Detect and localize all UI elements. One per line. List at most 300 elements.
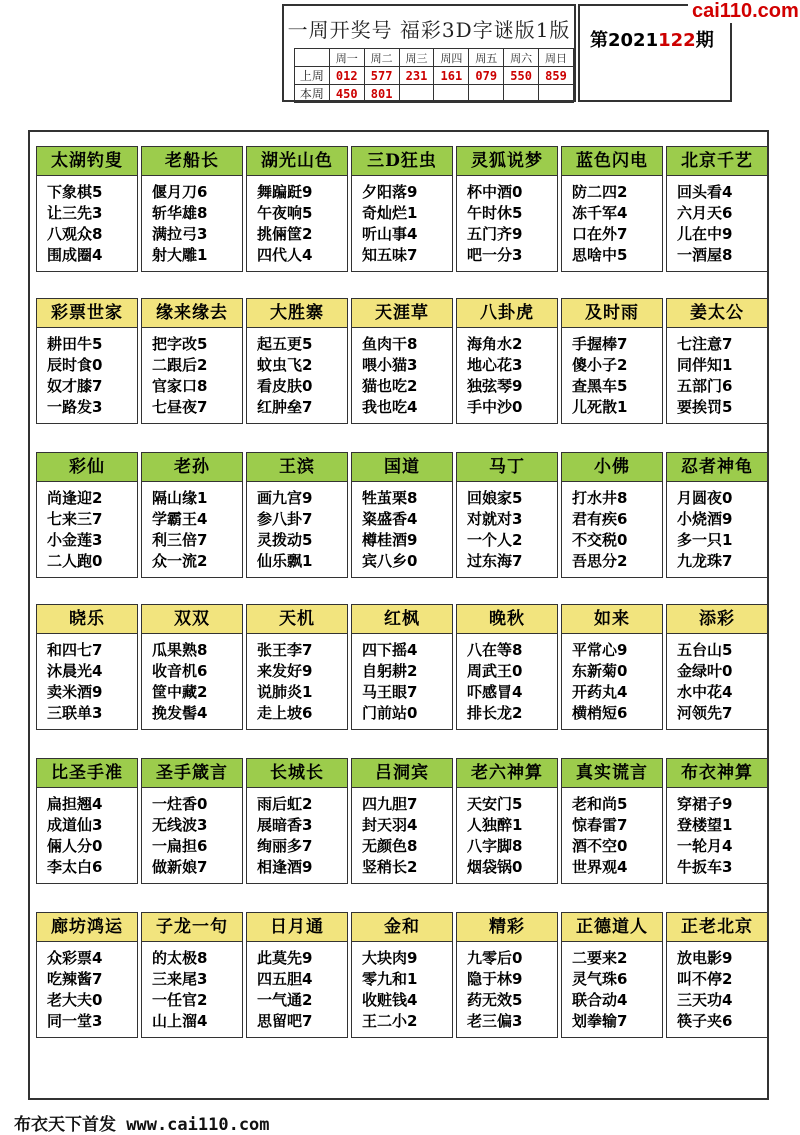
card-lines <box>667 634 767 724</box>
day-header: 周四 <box>434 49 469 67</box>
card-title: 晓乐 <box>37 605 137 634</box>
riddle-line: 吃辣酱7 <box>47 970 103 988</box>
riddle-line: 手握棒7 <box>572 335 628 353</box>
card-lines <box>142 788 242 878</box>
draw-number: 859 <box>539 67 574 85</box>
card-title: 忍者神龟 <box>667 453 767 482</box>
riddle-line: 河领先7 <box>677 704 733 722</box>
this-week-row <box>295 85 574 103</box>
riddle-line: 绚丽多7 <box>257 837 313 855</box>
row-label: 上周 <box>295 67 330 85</box>
riddle-line: 横梢短6 <box>572 704 628 722</box>
riddle-line: 七昼夜7 <box>152 398 208 416</box>
puzzle-card <box>36 298 138 424</box>
puzzle-card <box>456 146 558 272</box>
riddle-line: 四代人4 <box>257 246 313 264</box>
card-title: 子龙一句 <box>142 913 242 942</box>
riddle-line: 君有疾6 <box>572 510 628 528</box>
riddle-line: 的太极8 <box>152 949 208 967</box>
card-lines <box>142 176 242 266</box>
riddle-line: 三联单3 <box>47 704 103 722</box>
riddle-line: 挑倆筐2 <box>257 225 313 243</box>
puzzle-card <box>36 912 138 1038</box>
puzzle-card <box>246 452 348 578</box>
card-lines <box>247 176 347 266</box>
card-lines <box>352 634 452 724</box>
riddle-line: 画九宫9 <box>257 489 313 507</box>
card-lines <box>352 942 452 1032</box>
card-title: 八卦虎 <box>457 299 557 328</box>
puzzle-card <box>666 604 768 730</box>
day-header: 周三 <box>399 49 434 67</box>
puzzle-card <box>246 912 348 1038</box>
card-lines <box>37 634 137 724</box>
riddle-line: 四下摇4 <box>362 641 418 659</box>
riddle-line: 九零后0 <box>467 949 523 967</box>
puzzle-card <box>666 452 768 578</box>
card-lines <box>667 176 767 266</box>
riddle-line: 收音机6 <box>152 662 208 680</box>
card-title: 添彩 <box>667 605 767 634</box>
card-title: 湖光山色 <box>247 147 347 176</box>
riddle-line: 四九胆7 <box>362 795 418 813</box>
riddle-line: 老大夫0 <box>47 991 103 1009</box>
puzzle-card <box>351 912 453 1038</box>
puzzle-card <box>456 912 558 1038</box>
draw-number <box>469 85 504 103</box>
card-lines <box>667 788 767 878</box>
riddle-line: 猫也吃2 <box>362 377 418 395</box>
draw-number <box>399 85 434 103</box>
riddle-line: 参八卦7 <box>257 510 313 528</box>
riddle-line: 世界观4 <box>572 858 628 876</box>
riddle-line: 一气通2 <box>257 991 313 1009</box>
riddle-line: 耕田牛5 <box>47 335 103 353</box>
card-lines <box>562 482 662 572</box>
riddle-line: 二要来2 <box>572 949 628 967</box>
riddle-line: 仙乐飘1 <box>257 552 313 570</box>
puzzle-card <box>456 298 558 424</box>
riddle-line: 吧一分3 <box>467 246 523 264</box>
riddle-line: 月圆夜0 <box>677 489 733 507</box>
riddle-line: 粢盛香4 <box>362 510 418 528</box>
riddle-line: 八观众8 <box>47 225 103 243</box>
puzzle-card <box>36 452 138 578</box>
puzzle-card <box>246 146 348 272</box>
puzzle-card <box>246 758 348 884</box>
riddle-line: 一酒屋8 <box>677 246 733 264</box>
riddle-line: 辰时食0 <box>47 356 103 374</box>
riddle-line: 独弦琴9 <box>467 377 523 395</box>
puzzle-card <box>561 452 663 578</box>
card-title: 金和 <box>352 913 452 942</box>
card-title: 彩仙 <box>37 453 137 482</box>
card-lines <box>667 942 767 1032</box>
riddle-line: 牲茧栗8 <box>362 489 418 507</box>
card-lines <box>142 634 242 724</box>
riddle-line: 要挨罚5 <box>677 398 733 416</box>
riddle-line: 竖稍长2 <box>362 858 418 876</box>
riddle-line: 放电影9 <box>677 949 733 967</box>
card-lines <box>247 788 347 878</box>
riddle-line: 穿裙子9 <box>677 795 733 813</box>
riddle-line: 同一堂3 <box>47 1012 103 1030</box>
riddle-line: 射大雕1 <box>152 246 208 264</box>
riddle-line: 隔山缘1 <box>152 489 208 507</box>
riddle-line: 海角水2 <box>467 335 523 353</box>
riddle-line: 学霸王4 <box>152 510 208 528</box>
card-lines <box>457 176 557 266</box>
puzzle-card <box>351 452 453 578</box>
puzzle-card <box>351 604 453 730</box>
riddle-line: 地心花3 <box>467 356 523 374</box>
card-title: 如来 <box>562 605 662 634</box>
card-title: 王滨 <box>247 453 347 482</box>
draw-number: 550 <box>504 67 539 85</box>
card-lines <box>562 634 662 724</box>
riddle-line: 把字改5 <box>152 335 208 353</box>
riddle-line: 大块肉9 <box>362 949 418 967</box>
riddle-line: 老和尚5 <box>572 795 628 813</box>
riddle-line: 一个人2 <box>467 531 523 549</box>
draw-number: 450 <box>329 85 364 103</box>
draw-number <box>539 85 574 103</box>
riddle-line: 思留吧7 <box>257 1012 313 1030</box>
puzzle-card <box>141 146 243 272</box>
riddle-line: 天安门5 <box>467 795 523 813</box>
card-lines <box>37 788 137 878</box>
riddle-line: 筷子夹6 <box>677 1012 733 1030</box>
riddle-line: 成道仙3 <box>47 816 103 834</box>
riddle-line: 和四七7 <box>47 641 103 659</box>
riddle-line: 酒不空0 <box>572 837 628 855</box>
card-lines <box>457 482 557 572</box>
riddle-line: 零九和1 <box>362 970 418 988</box>
riddle-line: 七注意7 <box>677 335 733 353</box>
riddle-line: 倆人分0 <box>47 837 103 855</box>
riddle-line: 登楼望1 <box>677 816 733 834</box>
card-title: 老六神算 <box>457 759 557 788</box>
riddle-line: 舞蹁跹9 <box>257 183 313 201</box>
puzzle-card <box>666 758 768 884</box>
riddle-line: 午时休5 <box>467 204 523 222</box>
riddle-line: 人独醉1 <box>467 816 523 834</box>
riddle-line: 马王眼7 <box>362 683 418 701</box>
puzzle-card <box>666 298 768 424</box>
card-lines <box>37 482 137 572</box>
riddle-line: 三天功4 <box>677 991 733 1009</box>
card-lines <box>247 634 347 724</box>
riddle-line: 看皮肤0 <box>257 377 313 395</box>
riddle-line: 五部门6 <box>677 377 733 395</box>
riddle-line: 众一流2 <box>152 552 208 570</box>
draw-number <box>434 85 469 103</box>
riddle-line: 三来尾3 <box>152 970 208 988</box>
riddle-line: 吓感冒4 <box>467 683 523 701</box>
issue-number: 第2021122期 <box>590 30 714 51</box>
puzzle-card <box>141 452 243 578</box>
card-lines <box>352 482 452 572</box>
card-title: 大胜寨 <box>247 299 347 328</box>
riddle-line: 奴才膝7 <box>47 377 103 395</box>
riddle-line: 夕阳落9 <box>362 183 418 201</box>
riddle-line: 防二四2 <box>572 183 628 201</box>
riddle-line: 排长龙2 <box>467 704 523 722</box>
riddle-line: 说肺炎1 <box>257 683 313 701</box>
card-lines <box>37 942 137 1032</box>
card-title: 长城长 <box>247 759 347 788</box>
riddle-line: 老三偏3 <box>467 1012 523 1030</box>
card-title: 天涯草 <box>352 299 452 328</box>
riddle-line: 口在外7 <box>572 225 628 243</box>
card-title: 布衣神算 <box>667 759 767 788</box>
riddle-line: 五台山5 <box>677 641 733 659</box>
draw-number: 012 <box>329 67 364 85</box>
card-lines <box>352 328 452 418</box>
riddle-line: 喂小猫3 <box>362 356 418 374</box>
riddle-line: 官家口8 <box>152 377 208 395</box>
card-title: 小佛 <box>562 453 662 482</box>
card-lines <box>667 482 767 572</box>
day-header: 周五 <box>469 49 504 67</box>
day-header: 周六 <box>504 49 539 67</box>
card-title: 缘来缘去 <box>142 299 242 328</box>
riddle-line: 灵拨动5 <box>257 531 313 549</box>
riddle-line: 水中花4 <box>677 683 733 701</box>
riddle-line: 七来三7 <box>47 510 103 528</box>
riddle-line: 联合动4 <box>572 991 628 1009</box>
card-lines <box>352 176 452 266</box>
card-title: 北京千艺 <box>667 147 767 176</box>
puzzle-card <box>666 146 768 272</box>
riddle-line: 利三倍7 <box>152 531 208 549</box>
card-lines <box>247 482 347 572</box>
riddle-line: 做新娘7 <box>152 858 208 876</box>
last-week-row <box>295 67 574 85</box>
riddle-line: 金绿叶0 <box>677 662 733 680</box>
puzzle-card <box>561 604 663 730</box>
riddle-line: 雨后虹2 <box>257 795 313 813</box>
riddle-line: 红肿垒7 <box>257 398 313 416</box>
puzzle-card <box>141 604 243 730</box>
riddle-line: 灵气珠6 <box>572 970 628 988</box>
riddle-line: 东新菊0 <box>572 662 628 680</box>
riddle-line: 傻小子2 <box>572 356 628 374</box>
riddle-line: 斩华雄8 <box>152 204 208 222</box>
card-lines <box>142 328 242 418</box>
riddle-line: 知五味7 <box>362 246 418 264</box>
row-label: 本周 <box>295 85 330 103</box>
puzzle-card <box>561 758 663 884</box>
riddle-line: 满拉弓3 <box>152 225 208 243</box>
riddle-line: 相逢酒9 <box>257 858 313 876</box>
riddle-line: 多一只1 <box>677 531 733 549</box>
card-lines <box>457 788 557 878</box>
riddle-line: 蚊虫飞2 <box>257 356 313 374</box>
riddle-line: 挽发髻4 <box>152 704 208 722</box>
card-lines <box>562 942 662 1032</box>
footer-credit: 布衣天下首发 www.cai110.com <box>14 1115 270 1135</box>
card-title: 红枫 <box>352 605 452 634</box>
riddle-line: 午夜响5 <box>257 204 313 222</box>
card-title: 彩票世家 <box>37 299 137 328</box>
riddle-line: 二人跑0 <box>47 552 103 570</box>
card-title: 日月通 <box>247 913 347 942</box>
riddle-line: 宾八乡0 <box>362 552 418 570</box>
riddle-line: 过东海7 <box>467 552 523 570</box>
riddle-line: 围成圈4 <box>47 246 103 264</box>
card-lines <box>247 942 347 1032</box>
puzzle-card <box>456 758 558 884</box>
riddle-line: 惊春雷7 <box>572 816 628 834</box>
puzzle-card <box>351 146 453 272</box>
riddle-line: 自躬耕2 <box>362 662 418 680</box>
card-title: 老船长 <box>142 147 242 176</box>
riddle-line: 九龙珠7 <box>677 552 733 570</box>
riddle-line: 周武王0 <box>467 662 523 680</box>
draw-number: 079 <box>469 67 504 85</box>
riddle-line: 走上坡6 <box>257 704 313 722</box>
card-title: 三D狂虫 <box>352 147 452 176</box>
card-title: 正德道人 <box>562 913 662 942</box>
riddle-line: 李太白6 <box>47 858 103 876</box>
riddle-line: 来发好9 <box>257 662 313 680</box>
puzzle-card <box>456 452 558 578</box>
puzzle-card <box>561 146 663 272</box>
puzzle-card <box>141 912 243 1038</box>
riddle-line: 此莫先9 <box>257 949 313 967</box>
card-lines <box>667 328 767 418</box>
puzzle-card <box>36 146 138 272</box>
riddle-line: 小金莲3 <box>47 531 103 549</box>
days-row <box>295 49 574 67</box>
draw-number <box>504 85 539 103</box>
riddle-line: 封天羽4 <box>362 816 418 834</box>
riddle-line: 杯中酒0 <box>467 183 523 201</box>
card-lines <box>247 328 347 418</box>
card-title: 蓝色闪电 <box>562 147 662 176</box>
card-lines <box>562 788 662 878</box>
riddle-line: 开药丸4 <box>572 683 628 701</box>
card-lines <box>562 328 662 418</box>
day-header: 周日 <box>539 49 574 67</box>
puzzle-card <box>561 298 663 424</box>
riddle-line: 五门齐9 <box>467 225 523 243</box>
card-lines <box>37 176 137 266</box>
riddle-line: 烟袋锅0 <box>467 858 523 876</box>
card-lines <box>37 328 137 418</box>
riddle-line: 隐于林9 <box>467 970 523 988</box>
riddle-line: 打水井8 <box>572 489 628 507</box>
riddle-line: 划拳输7 <box>572 1012 628 1030</box>
card-lines <box>562 176 662 266</box>
panel-title: 一周开奖号 福彩3D字谜版1版 <box>287 18 571 42</box>
weekly-draw-table <box>294 48 574 103</box>
riddle-line: 让三先3 <box>47 204 103 222</box>
riddle-line: 展暗香3 <box>257 816 313 834</box>
riddle-line: 下象棋5 <box>47 183 103 201</box>
card-title: 姜太公 <box>667 299 767 328</box>
riddle-line: 扁担翘4 <box>47 795 103 813</box>
card-title: 晚秋 <box>457 605 557 634</box>
riddle-line: 平常心9 <box>572 641 628 659</box>
card-title: 圣手箴言 <box>142 759 242 788</box>
card-title: 正老北京 <box>667 913 767 942</box>
riddle-line: 一任官2 <box>152 991 208 1009</box>
riddle-line: 八字脚8 <box>467 837 523 855</box>
riddle-line: 六月天6 <box>677 204 733 222</box>
riddle-line: 手中沙0 <box>467 398 523 416</box>
puzzle-card <box>246 604 348 730</box>
puzzle-grid <box>28 130 769 1100</box>
riddle-line: 一炷香0 <box>152 795 208 813</box>
riddle-line: 王二小2 <box>362 1012 418 1030</box>
card-lines <box>457 328 557 418</box>
riddle-line: 门前站0 <box>362 704 418 722</box>
puzzle-card <box>141 298 243 424</box>
riddle-line: 叫不停2 <box>677 970 733 988</box>
card-title: 精彩 <box>457 913 557 942</box>
riddle-line: 鱼肉干8 <box>362 335 418 353</box>
puzzle-card <box>456 604 558 730</box>
card-title: 灵狐说梦 <box>457 147 557 176</box>
draw-number: 161 <box>434 67 469 85</box>
puzzle-card <box>36 758 138 884</box>
card-title: 天机 <box>247 605 347 634</box>
day-header: 周一 <box>329 49 364 67</box>
riddle-line: 众彩票4 <box>47 949 103 967</box>
riddle-line: 药无效5 <box>467 991 523 1009</box>
riddle-line: 八在等8 <box>467 641 523 659</box>
puzzle-card <box>666 912 768 1038</box>
puzzle-card <box>351 758 453 884</box>
riddle-line: 吾思分2 <box>572 552 628 570</box>
card-title: 老孙 <box>142 453 242 482</box>
riddle-line: 尚逢迎2 <box>47 489 103 507</box>
riddle-line: 卖米酒9 <box>47 683 103 701</box>
riddle-line: 四五胆4 <box>257 970 313 988</box>
riddle-line: 沐晨光4 <box>47 662 103 680</box>
riddle-line: 回娘家5 <box>467 489 523 507</box>
card-title: 国道 <box>352 453 452 482</box>
puzzle-card <box>561 912 663 1038</box>
riddle-line: 查黑车5 <box>572 377 628 395</box>
riddle-line: 一轮月4 <box>677 837 733 855</box>
riddle-line: 奇灿烂1 <box>362 204 418 222</box>
riddle-line: 牛扳车3 <box>677 858 733 876</box>
riddle-line: 儿在中9 <box>677 225 733 243</box>
card-lines <box>457 942 557 1032</box>
riddle-line: 山上溜4 <box>152 1012 208 1030</box>
riddle-line: 偃月刀6 <box>152 183 208 201</box>
card-lines <box>142 482 242 572</box>
draw-number: 801 <box>364 85 399 103</box>
riddle-line: 我也吃4 <box>362 398 418 416</box>
draw-number: 577 <box>364 67 399 85</box>
riddle-line: 无线波3 <box>152 816 208 834</box>
riddle-line: 樽桂酒9 <box>362 531 418 549</box>
card-title: 真实谎言 <box>562 759 662 788</box>
site-logo: cai110.com <box>688 0 800 23</box>
riddle-line: 听山事4 <box>362 225 418 243</box>
card-title: 马丁 <box>457 453 557 482</box>
card-lines <box>142 942 242 1032</box>
puzzle-card <box>246 298 348 424</box>
card-title: 双双 <box>142 605 242 634</box>
card-title: 比圣手准 <box>37 759 137 788</box>
riddle-line: 二跟后2 <box>152 356 208 374</box>
card-title: 吕洞宾 <box>352 759 452 788</box>
